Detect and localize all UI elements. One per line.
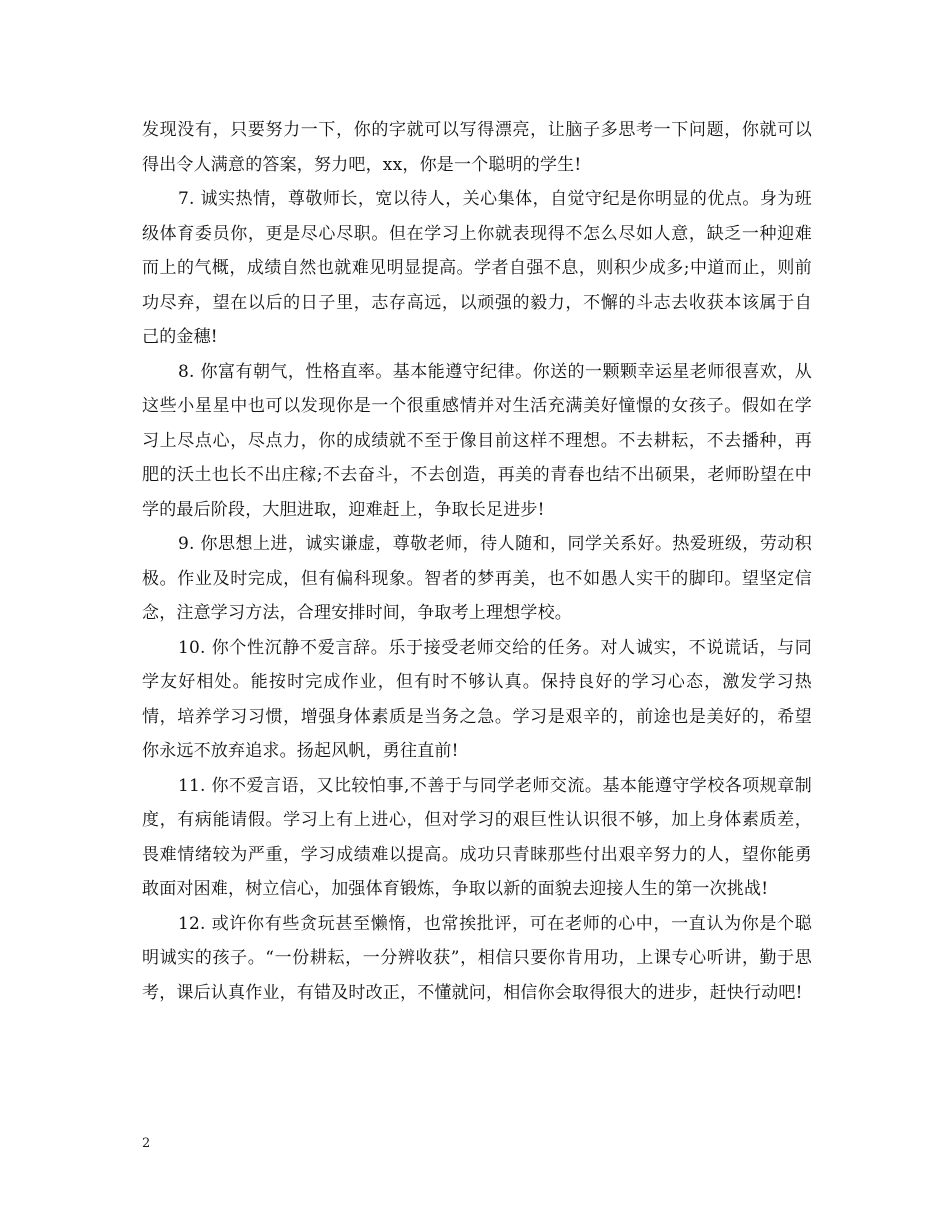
paragraph-continuation: 发现没有，只要努力一下，你的字就可以写得漂亮，让脑子多思考一下问题，你就可以得出令人满意的答案，努力吧，xx，你是一个聪明的学生! [142,120,812,175]
document-body [142,113,812,1010]
paragraph-item-10: 10. 你个性沉静不爱言辞。乐于接受老师交给的任务。对人诚实，不说谎话，与同学友好相处。能按时完成作业，但有时不够认真。保持良好的学习心态，激发学习热情，培养学习习惯，增强身体素质是当务之急。学习是艰辛的，前途也是美好的，希望你永远不放弃追求。扬起风帆，勇往直前! [142,637,812,761]
paragraph-item-8: 8. 你富有朝气，性格直率。基本能遵守纪律。你送的一颗颗幸运星老师很喜欢，从这些小星星中也可以发现你是一个很重感情并对生活充满美好憧憬的女孩子。假如在学习上尽点心，尽点力，你的成绩就不至于像目前这样不理想。不去耕耘，不去播种，再肥的沃土也长不出庄稼;不去奋斗，不去创造，再美的青春也结不出硕果，老师盼望在中学的最后阶段，大胆进取，迎难赶上，争取长足进步! [142,361,812,520]
paragraph-item-12: 12. 或许你有些贪玩甚至懒惰，也常挨批评，可在老师的心中，一直认为你是个聪明诚实的孩子。“一份耕耘，一分辨收获”，相信只要你肯用功，上课专心听讲，勤于思考，课后认真作业，有错及时改正，不懂就问，相信你会取得很大的进步，赶快行动吧! [142,913,812,1003]
paragraph-item-7: 7. 诚实热情，尊敬师长，宽以待人，关心集体，自觉守纪是你明显的优点。身为班级体育委员你，更是尽心尽职。但在学习上你就表现得不怎么尽如人意，缺乏一种迎难而上的气概，成绩自然也就难见明显提高。学者自强不息，则积少成多;中道而止，则前功尽弃，望在以后的日子里，志存高远，以顽强的毅力，不懈的斗志去收获本该属于自己的金穗! [142,189,812,347]
page-number: 2 [142,1136,151,1151]
paragraph-item-11: 11. 你不爱言语，又比较怕事,不善于与同学老师交流。基本能遵守学校各项规章制度，有病能请假。学习上有上进心，但对学习的艰巨性认识很不够，加上身体素质差，畏难情绪较为严重，学习成绩难以提高。成功只青睐那些付出艰辛努力的人，望你能勇敢面对困难，树立信心，加强体育锻炼，争取以新的面貌去迎接人生的第一次挑战! [142,775,812,899]
paragraph-item-9: 9. 你思想上进，诚实谦虚，尊敬老师，待人随和，同学关系好。热爱班级，劳动积极。作业及时完成，但有偏科现象。智者的梦再美，也不如愚人实干的脚印。望坚定信念，注意学习方法，合理安排时间，争取考上理想学校。 [142,534,812,623]
